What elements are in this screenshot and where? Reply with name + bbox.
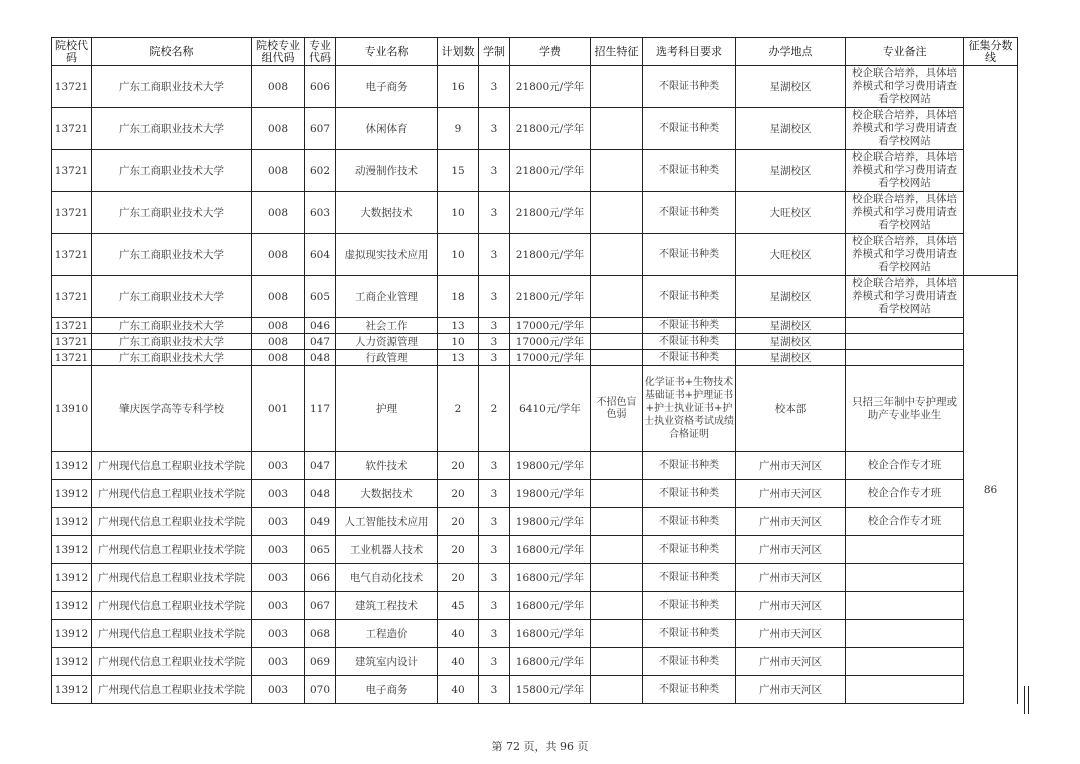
cell-plan: 45 bbox=[438, 592, 479, 620]
admission-table bbox=[51, 37, 1018, 704]
cell-group-code: 003 bbox=[252, 536, 305, 564]
cell-feature bbox=[591, 66, 643, 108]
cell-major-code: 607 bbox=[305, 108, 336, 150]
cell-tuition: 16800元/学年 bbox=[510, 620, 591, 648]
cell-subject-req: 不限证书种类 bbox=[643, 192, 736, 234]
table-row bbox=[52, 150, 1018, 192]
cell-school-name: 广东工商职业技术大学 bbox=[92, 192, 252, 234]
cell-school-code: 13912 bbox=[52, 536, 92, 564]
cell-years: 3 bbox=[479, 318, 510, 334]
cell-subject-req: 不限证书种类 bbox=[643, 676, 736, 704]
cell-subject-req: 化学证书+生物技术基础证书+护理证书+护士执业证书+护士执业资格考试成绩合格证明 bbox=[643, 366, 736, 452]
cell-subject-req: 不限证书种类 bbox=[643, 648, 736, 676]
cell-major-name: 电气自动化技术 bbox=[336, 564, 438, 592]
cell-campus: 星湖校区 bbox=[736, 318, 846, 334]
cell-school-name: 广州现代信息工程职业技术学院 bbox=[92, 536, 252, 564]
cell-school-name: 广州现代信息工程职业技术学院 bbox=[92, 592, 252, 620]
table-row bbox=[52, 508, 1018, 536]
cell-school-name: 广州现代信息工程职业技术学院 bbox=[92, 620, 252, 648]
cell-campus: 校本部 bbox=[736, 366, 846, 452]
cell-feature bbox=[591, 508, 643, 536]
cell-subject-req: 不限证书种类 bbox=[643, 234, 736, 276]
cell-school-name: 广州现代信息工程职业技术学院 bbox=[92, 452, 252, 480]
cell-tuition: 21800元/学年 bbox=[510, 276, 591, 318]
cell-years: 3 bbox=[479, 648, 510, 676]
cell-school-code: 13721 bbox=[52, 150, 92, 192]
cell-years: 3 bbox=[479, 676, 510, 704]
cell-remark: 校企联合培养，具体培养模式和学习费用请查看学校网站 bbox=[846, 192, 964, 234]
table-row bbox=[52, 452, 1018, 480]
cell-group-code: 008 bbox=[252, 150, 305, 192]
cell-plan: 10 bbox=[438, 334, 479, 350]
table-row bbox=[52, 192, 1018, 234]
table-row bbox=[52, 366, 1018, 452]
cell-plan: 15 bbox=[438, 150, 479, 192]
cell-school-code: 13721 bbox=[52, 318, 92, 334]
cell-tuition: 17000元/学年 bbox=[510, 318, 591, 334]
cell-remark: 校企联合培养，具体培养模式和学习费用请查看学校网站 bbox=[846, 108, 964, 150]
cell-years: 3 bbox=[479, 480, 510, 508]
cell-group-code: 008 bbox=[252, 234, 305, 276]
cell-feature bbox=[591, 564, 643, 592]
cell-group-code: 008 bbox=[252, 334, 305, 350]
cell-tuition: 17000元/学年 bbox=[510, 334, 591, 350]
cell-campus: 广州市天河区 bbox=[736, 480, 846, 508]
page-footer: 第 72 页，共 96 页 bbox=[491, 740, 589, 753]
cell-major-code: 070 bbox=[305, 676, 336, 704]
cell-feature bbox=[591, 350, 643, 366]
cell-plan: 13 bbox=[438, 350, 479, 366]
cell-feature bbox=[591, 452, 643, 480]
cell-plan: 40 bbox=[438, 676, 479, 704]
cell-remark bbox=[846, 564, 964, 592]
header-plan: 计划数 bbox=[438, 38, 479, 66]
header-campus: 办学地点 bbox=[736, 38, 846, 66]
cell-major-name: 动漫制作技术 bbox=[336, 150, 438, 192]
cell-subject-req: 不限证书种类 bbox=[643, 318, 736, 334]
cell-subject-req: 不限证书种类 bbox=[643, 592, 736, 620]
cell-major-code: 065 bbox=[305, 536, 336, 564]
cell-group-code: 003 bbox=[252, 620, 305, 648]
header-major-name: 专业名称 bbox=[336, 38, 438, 66]
cell-group-code: 008 bbox=[252, 66, 305, 108]
cell-campus: 星湖校区 bbox=[736, 334, 846, 350]
cell-school-name: 广东工商职业技术大学 bbox=[92, 334, 252, 350]
cell-major-code: 049 bbox=[305, 508, 336, 536]
cell-tuition: 21800元/学年 bbox=[510, 108, 591, 150]
cell-school-name: 广东工商职业技术大学 bbox=[92, 350, 252, 366]
cell-group-code: 008 bbox=[252, 276, 305, 318]
cell-major-name: 工商企业管理 bbox=[336, 276, 438, 318]
cell-years: 2 bbox=[479, 366, 510, 452]
cell-plan: 40 bbox=[438, 648, 479, 676]
cell-campus: 广州市天河区 bbox=[736, 592, 846, 620]
cell-school-code: 13721 bbox=[52, 234, 92, 276]
cell-school-name: 肇庆医学高等专科学校 bbox=[92, 366, 252, 452]
table-row bbox=[52, 536, 1018, 564]
table-body bbox=[52, 66, 1018, 704]
cell-tuition: 16800元/学年 bbox=[510, 564, 591, 592]
cell-school-name: 广东工商职业技术大学 bbox=[92, 234, 252, 276]
cell-school-name: 广东工商职业技术大学 bbox=[92, 108, 252, 150]
table-row bbox=[52, 234, 1018, 276]
cell-school-name: 广州现代信息工程职业技术学院 bbox=[92, 564, 252, 592]
cell-major-code: 048 bbox=[305, 350, 336, 366]
cell-campus: 星湖校区 bbox=[736, 350, 846, 366]
cell-school-code: 13912 bbox=[52, 648, 92, 676]
header-years: 学制 bbox=[479, 38, 510, 66]
table-row bbox=[52, 108, 1018, 150]
cell-school-name: 广东工商职业技术大学 bbox=[92, 318, 252, 334]
cell-feature bbox=[591, 150, 643, 192]
cell-tuition: 16800元/学年 bbox=[510, 592, 591, 620]
cell-feature bbox=[591, 676, 643, 704]
cell-school-code: 13912 bbox=[52, 564, 92, 592]
cell-feature bbox=[591, 276, 643, 318]
cell-campus: 广州市天河区 bbox=[736, 536, 846, 564]
cell-subject-req: 不限证书种类 bbox=[643, 480, 736, 508]
cell-school-name: 广州现代信息工程职业技术学院 bbox=[92, 508, 252, 536]
header-subject-req: 选考科目要求 bbox=[643, 38, 736, 66]
cell-school-name: 广东工商职业技术大学 bbox=[92, 276, 252, 318]
cell-plan: 40 bbox=[438, 620, 479, 648]
cell-major-code: 066 bbox=[305, 564, 336, 592]
cell-subject-req: 不限证书种类 bbox=[643, 66, 736, 108]
cell-school-code: 13912 bbox=[52, 480, 92, 508]
cell-school-code: 13721 bbox=[52, 192, 92, 234]
cell-campus: 星湖校区 bbox=[736, 108, 846, 150]
cell-campus: 广州市天河区 bbox=[736, 648, 846, 676]
cell-major-name: 电子商务 bbox=[336, 676, 438, 704]
cell-school-code: 13721 bbox=[52, 276, 92, 318]
cell-remark: 校企联合培养，具体培养模式和学习费用请查看学校网站 bbox=[846, 276, 964, 318]
header-school-code: 院校代码 bbox=[52, 38, 92, 66]
cell-tuition: 21800元/学年 bbox=[510, 66, 591, 108]
table-row bbox=[52, 334, 1018, 350]
cell-tuition: 15800元/学年 bbox=[510, 676, 591, 704]
cell-years: 3 bbox=[479, 150, 510, 192]
cell-school-code: 13721 bbox=[52, 66, 92, 108]
cell-major-name: 软件技术 bbox=[336, 452, 438, 480]
cell-remark bbox=[846, 620, 964, 648]
cell-feature bbox=[591, 536, 643, 564]
cell-campus: 星湖校区 bbox=[736, 276, 846, 318]
cell-school-code: 13912 bbox=[52, 592, 92, 620]
cell-school-name: 广东工商职业技术大学 bbox=[92, 66, 252, 108]
cell-major-code: 046 bbox=[305, 318, 336, 334]
cell-plan: 20 bbox=[438, 564, 479, 592]
cell-school-name: 广州现代信息工程职业技术学院 bbox=[92, 480, 252, 508]
cell-subject-req: 不限证书种类 bbox=[643, 150, 736, 192]
cell-tuition: 19800元/学年 bbox=[510, 452, 591, 480]
cell-remark bbox=[846, 350, 964, 366]
table-row bbox=[52, 480, 1018, 508]
cell-feature: 不招色盲色弱 bbox=[591, 366, 643, 452]
cell-campus: 广州市天河区 bbox=[736, 620, 846, 648]
cell-major-name: 建筑工程技术 bbox=[336, 592, 438, 620]
table-row bbox=[52, 318, 1018, 334]
cell-feature bbox=[591, 192, 643, 234]
cell-years: 3 bbox=[479, 276, 510, 318]
cell-remark bbox=[846, 648, 964, 676]
cell-school-code: 13912 bbox=[52, 620, 92, 648]
cell-major-name: 人工智能技术应用 bbox=[336, 508, 438, 536]
cell-years: 3 bbox=[479, 192, 510, 234]
cell-major-name: 休闲体育 bbox=[336, 108, 438, 150]
cell-campus: 广州市天河区 bbox=[736, 676, 846, 704]
cell-remark: 校企合作专才班 bbox=[846, 452, 964, 480]
cell-school-name: 广州现代信息工程职业技术学院 bbox=[92, 676, 252, 704]
cell-plan: 18 bbox=[438, 276, 479, 318]
cell-remark: 校企联合培养，具体培养模式和学习费用请查看学校网站 bbox=[846, 150, 964, 192]
cell-tuition: 21800元/学年 bbox=[510, 234, 591, 276]
cell-campus: 星湖校区 bbox=[736, 66, 846, 108]
cell-major-code: 602 bbox=[305, 150, 336, 192]
table-row bbox=[52, 276, 1018, 318]
cell-remark: 只招三年制中专护理或助产专业毕业生 bbox=[846, 366, 964, 452]
cell-years: 3 bbox=[479, 66, 510, 108]
right-edge-line bbox=[1028, 686, 1029, 714]
cell-plan: 2 bbox=[438, 366, 479, 452]
cell-major-code: 117 bbox=[305, 366, 336, 452]
cell-feature bbox=[591, 620, 643, 648]
cell-years: 3 bbox=[479, 564, 510, 592]
cell-school-code: 13912 bbox=[52, 452, 92, 480]
cell-years: 3 bbox=[479, 508, 510, 536]
header-tuition: 学费 bbox=[510, 38, 591, 66]
header-score: 征集分数线 bbox=[964, 38, 1018, 66]
cell-major-code: 048 bbox=[305, 480, 336, 508]
cell-subject-req: 不限证书种类 bbox=[643, 536, 736, 564]
cell-tuition: 6410元/学年 bbox=[510, 366, 591, 452]
cell-feature bbox=[591, 234, 643, 276]
cell-years: 3 bbox=[479, 108, 510, 150]
cell-remark bbox=[846, 318, 964, 334]
cell-remark bbox=[846, 334, 964, 350]
cell-campus: 星湖校区 bbox=[736, 150, 846, 192]
cell-subject-req: 不限证书种类 bbox=[643, 452, 736, 480]
cell-years: 3 bbox=[479, 452, 510, 480]
cell-major-name: 工业机器人技术 bbox=[336, 536, 438, 564]
cell-major-code: 603 bbox=[305, 192, 336, 234]
cell-school-code: 13721 bbox=[52, 108, 92, 150]
header-feature: 招生特征 bbox=[591, 38, 643, 66]
cell-score-empty bbox=[964, 66, 1018, 276]
cell-remark: 校企合作专才班 bbox=[846, 508, 964, 536]
cell-school-name: 广州现代信息工程职业技术学院 bbox=[92, 648, 252, 676]
cell-school-code: 13721 bbox=[52, 350, 92, 366]
table-row bbox=[52, 350, 1018, 366]
cell-tuition: 16800元/学年 bbox=[510, 648, 591, 676]
right-edge-line bbox=[1024, 686, 1025, 714]
cell-major-code: 069 bbox=[305, 648, 336, 676]
header-group-code: 院校专业组代码 bbox=[252, 38, 305, 66]
cell-major-name: 人力资源管理 bbox=[336, 334, 438, 350]
cell-plan: 20 bbox=[438, 536, 479, 564]
cell-major-name: 社会工作 bbox=[336, 318, 438, 334]
cell-major-name: 护理 bbox=[336, 366, 438, 452]
cell-plan: 20 bbox=[438, 480, 479, 508]
cell-plan: 20 bbox=[438, 452, 479, 480]
cell-plan: 10 bbox=[438, 192, 479, 234]
cell-major-name: 行政管理 bbox=[336, 350, 438, 366]
cell-major-code: 604 bbox=[305, 234, 336, 276]
table-row bbox=[52, 66, 1018, 108]
cell-major-name: 工程造价 bbox=[336, 620, 438, 648]
cell-major-name: 大数据技术 bbox=[336, 480, 438, 508]
table-row bbox=[52, 676, 1018, 704]
cell-campus: 大旺校区 bbox=[736, 234, 846, 276]
cell-major-code: 606 bbox=[305, 66, 336, 108]
header-remark: 专业备注 bbox=[846, 38, 964, 66]
cell-plan: 20 bbox=[438, 508, 479, 536]
cell-campus: 广州市天河区 bbox=[736, 564, 846, 592]
cell-group-code: 008 bbox=[252, 318, 305, 334]
cell-major-name: 电子商务 bbox=[336, 66, 438, 108]
table-row bbox=[52, 592, 1018, 620]
cell-group-code: 008 bbox=[252, 108, 305, 150]
header-major-code: 专业代码 bbox=[305, 38, 336, 66]
cell-campus: 广州市天河区 bbox=[736, 452, 846, 480]
cell-group-code: 001 bbox=[252, 366, 305, 452]
cell-feature bbox=[591, 108, 643, 150]
header-row bbox=[52, 38, 1018, 66]
cell-remark bbox=[846, 536, 964, 564]
cell-school-code: 13910 bbox=[52, 366, 92, 452]
cell-feature bbox=[591, 334, 643, 350]
cell-group-code: 003 bbox=[252, 676, 305, 704]
cell-plan: 13 bbox=[438, 318, 479, 334]
cell-school-code: 13912 bbox=[52, 676, 92, 704]
cell-tuition: 19800元/学年 bbox=[510, 508, 591, 536]
header-school-name: 院校名称 bbox=[92, 38, 252, 66]
cell-major-name: 虚拟现实技术应用 bbox=[336, 234, 438, 276]
cell-group-code: 003 bbox=[252, 452, 305, 480]
cell-plan: 16 bbox=[438, 66, 479, 108]
cell-years: 3 bbox=[479, 620, 510, 648]
cell-major-code: 047 bbox=[305, 334, 336, 350]
cell-subject-req: 不限证书种类 bbox=[643, 620, 736, 648]
cell-tuition: 17000元/学年 bbox=[510, 350, 591, 366]
cell-tuition: 19800元/学年 bbox=[510, 480, 591, 508]
table-row bbox=[52, 564, 1018, 592]
cell-subject-req: 不限证书种类 bbox=[643, 108, 736, 150]
cell-subject-req: 不限证书种类 bbox=[643, 350, 736, 366]
cell-tuition: 21800元/学年 bbox=[510, 192, 591, 234]
cell-remark bbox=[846, 676, 964, 704]
cell-campus: 广州市天河区 bbox=[736, 508, 846, 536]
cell-subject-req: 不限证书种类 bbox=[643, 564, 736, 592]
cell-group-code: 008 bbox=[252, 350, 305, 366]
cell-group-code: 003 bbox=[252, 480, 305, 508]
cell-years: 3 bbox=[479, 536, 510, 564]
cell-plan: 9 bbox=[438, 108, 479, 150]
cell-major-code: 605 bbox=[305, 276, 336, 318]
cell-group-code: 003 bbox=[252, 508, 305, 536]
cell-group-code: 003 bbox=[252, 564, 305, 592]
cell-feature bbox=[591, 592, 643, 620]
cell-school-name: 广东工商职业技术大学 bbox=[92, 150, 252, 192]
cell-school-code: 13721 bbox=[52, 334, 92, 350]
cell-major-name: 大数据技术 bbox=[336, 192, 438, 234]
cell-years: 3 bbox=[479, 234, 510, 276]
cell-score: 86 bbox=[964, 276, 1018, 704]
cell-major-code: 047 bbox=[305, 452, 336, 480]
cell-group-code: 003 bbox=[252, 592, 305, 620]
cell-school-code: 13912 bbox=[52, 508, 92, 536]
cell-major-code: 068 bbox=[305, 620, 336, 648]
cell-years: 3 bbox=[479, 350, 510, 366]
cell-feature bbox=[591, 648, 643, 676]
cell-campus: 大旺校区 bbox=[736, 192, 846, 234]
cell-tuition: 21800元/学年 bbox=[510, 150, 591, 192]
cell-group-code: 003 bbox=[252, 648, 305, 676]
cell-feature bbox=[591, 480, 643, 508]
cell-major-name: 建筑室内设计 bbox=[336, 648, 438, 676]
cell-subject-req: 不限证书种类 bbox=[643, 334, 736, 350]
cell-remark: 校企合作专才班 bbox=[846, 480, 964, 508]
table-row bbox=[52, 648, 1018, 676]
cell-major-code: 067 bbox=[305, 592, 336, 620]
cell-remark: 校企联合培养，具体培养模式和学习费用请查看学校网站 bbox=[846, 66, 964, 108]
cell-plan: 10 bbox=[438, 234, 479, 276]
cell-subject-req: 不限证书种类 bbox=[643, 508, 736, 536]
cell-feature bbox=[591, 318, 643, 334]
cell-remark: 校企联合培养，具体培养模式和学习费用请查看学校网站 bbox=[846, 234, 964, 276]
cell-tuition: 16800元/学年 bbox=[510, 536, 591, 564]
table-row bbox=[52, 620, 1018, 648]
cell-remark bbox=[846, 592, 964, 620]
cell-years: 3 bbox=[479, 592, 510, 620]
cell-years: 3 bbox=[479, 334, 510, 350]
cell-subject-req: 不限证书种类 bbox=[643, 276, 736, 318]
cell-group-code: 008 bbox=[252, 192, 305, 234]
